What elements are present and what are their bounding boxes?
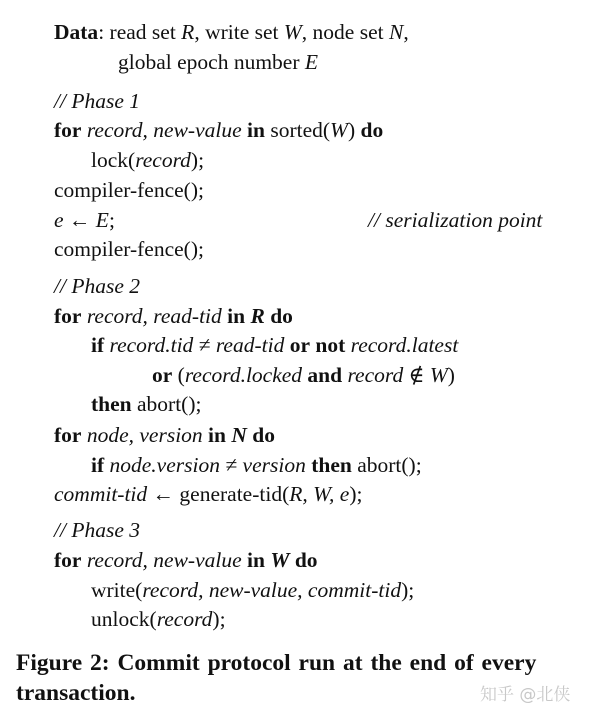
var-R: R	[181, 20, 195, 44]
condition: record.locked	[184, 363, 303, 387]
text: : read set	[98, 20, 182, 44]
keyword-for: for	[54, 304, 82, 328]
keyword-in: in	[247, 548, 265, 572]
keyword-for: for	[54, 118, 82, 142]
keyword-do: do	[294, 548, 318, 572]
condition: record ∉ W	[347, 363, 448, 387]
keyword-do: do	[270, 304, 293, 328]
lock-line	[91, 146, 204, 174]
args: record, new-value, commit-tid	[142, 578, 402, 602]
keyword-do: do	[252, 423, 275, 447]
epoch-assign-line	[54, 206, 584, 234]
var-E: E	[304, 50, 319, 74]
var-R: R	[250, 304, 265, 328]
loop-vars: record, new-value	[86, 548, 242, 572]
condition: record.tid ≠ read-tid	[109, 333, 285, 357]
args: R, W, e	[289, 482, 350, 506]
text: (	[172, 363, 185, 387]
var-record: record	[156, 607, 213, 631]
var-e: e	[54, 208, 64, 232]
figure-caption: Figure 2: Commit protocol run at the end of every transaction.	[16, 650, 537, 706]
commit-tid-line	[54, 480, 363, 508]
if-line-1	[91, 331, 458, 359]
phase2-comment: // Phase 2	[54, 274, 140, 298]
text: lock(	[91, 148, 136, 172]
text: ,	[403, 20, 409, 44]
text: );	[212, 607, 226, 631]
keyword-or: or	[289, 333, 311, 357]
phase3-for-line	[54, 546, 318, 574]
keyword-and: and	[307, 363, 343, 387]
phase1-for-line	[54, 116, 383, 144]
text: ;	[108, 208, 115, 232]
condition: node.version ≠ version	[109, 453, 306, 477]
node-for-line	[54, 421, 275, 449]
serialization-comment: // serialization point	[368, 208, 543, 232]
text: )	[347, 118, 356, 142]
text: , node set	[301, 20, 389, 44]
text: unlock(	[91, 607, 157, 631]
keyword-for: for	[54, 548, 82, 572]
text: );	[349, 482, 363, 506]
text: global epoch number	[118, 50, 305, 74]
text: generate-tid(	[179, 482, 290, 506]
text: )	[447, 363, 455, 387]
text: sorted(	[270, 118, 331, 142]
keyword-in: in	[208, 423, 226, 447]
text: , write set	[194, 20, 284, 44]
text: );	[401, 578, 415, 602]
arrow: ←	[147, 482, 180, 506]
write-line	[91, 576, 414, 604]
text: );	[190, 148, 205, 172]
var-W: W	[283, 20, 302, 44]
then-abort-line	[91, 390, 201, 418]
keyword-then: then	[91, 392, 132, 416]
if-line-2	[152, 361, 455, 389]
unlock-line	[91, 605, 226, 633]
var-W: W	[330, 118, 348, 142]
keyword-in: in	[247, 118, 265, 142]
keyword-if: if	[91, 333, 105, 357]
data-line-2	[118, 48, 318, 76]
phase2-for-line	[54, 302, 293, 330]
var-E: E	[95, 208, 109, 232]
phase3-comment: // Phase 3	[54, 518, 140, 542]
fence-line-2: compiler-fence();	[54, 237, 204, 261]
var-N: N	[388, 20, 404, 44]
loop-vars: node, version	[86, 423, 203, 447]
var-record: record	[135, 148, 191, 172]
keyword-not: not	[315, 333, 346, 357]
data-line-1	[54, 18, 409, 46]
zhihu-watermark: 知乎 @北侠	[480, 685, 571, 705]
keyword-then: then	[311, 453, 352, 477]
keyword-for: for	[54, 423, 82, 447]
keyword-or: or	[152, 363, 173, 387]
keyword-if: if	[91, 453, 105, 477]
loop-vars: record, new-value	[86, 118, 242, 142]
abort-call: abort();	[137, 392, 202, 416]
data-label: Data	[54, 20, 99, 44]
abort-call: abort();	[357, 453, 422, 477]
keyword-do: do	[360, 118, 384, 142]
var-W: W	[270, 548, 290, 572]
var-N: N	[231, 423, 247, 447]
text: write(	[91, 578, 143, 602]
condition: record.latest	[350, 333, 459, 357]
arrow: ←	[63, 208, 96, 232]
node-if-line	[91, 451, 422, 479]
var-commit-tid: commit-tid	[54, 482, 148, 506]
phase1-comment: // Phase 1	[54, 89, 140, 113]
fence-line-1: compiler-fence();	[54, 178, 204, 202]
loop-vars: record, read-tid	[86, 304, 222, 328]
keyword-in: in	[227, 304, 246, 328]
